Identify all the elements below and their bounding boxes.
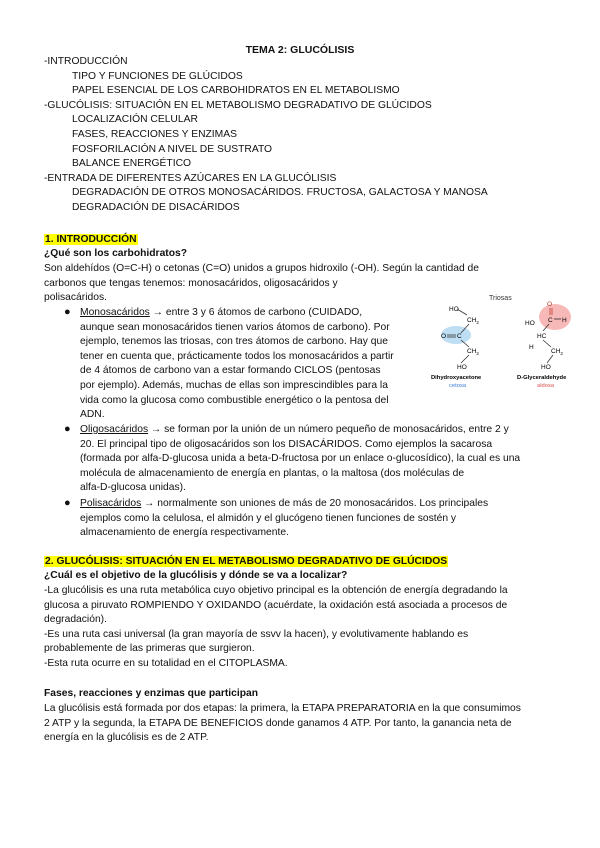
text-line: (formada por alfa-D-glucosa unida a beta-D-fructosa por un enlace o-glucosídico), la cual es una [80,453,521,465]
toc-item: TIPO Y FUNCIONES DE GLÚCIDOS [72,70,243,82]
text-line: → normalmente son uniones de más de 20 monosacáridos. Los principales [141,498,489,509]
glucolisis-paragraph [44,584,508,672]
atom-label: C [548,317,553,324]
bullet-oligo [80,423,520,496]
text-line: alfa-D-glucosa unidas). [80,482,186,494]
text-line: vida como la glucosa como combustible energético o la pentosa del [80,394,389,406]
atom-label: O [547,301,553,308]
toc-item: BALANCE ENERGÉTICO [72,158,192,170]
atom-label: HO [541,364,551,371]
bullet-icon: ● [64,497,71,509]
toc-item: FOSFORILACIÓN A NIVEL DE SUSTRATO [72,143,273,155]
toc-item: FASES, REACCIONES Y ENZIMAS [72,128,237,140]
text-line: ejemplos como la celulosa, el almidón y el glucógeno tienen funciones de sostén y [80,512,457,524]
term-monosacaridos: Monosacáridos [80,307,150,318]
term-polisacaridos: Polisacáridos [80,498,142,509]
atom-label: $CH_2$ [467,317,479,325]
text-line: por ejemplo). Además, muchas de ellas son imprescindibles para la [80,379,388,391]
text-line: → entre 3 y 6 átomos de carbono (CUIDADO, [149,307,363,318]
atom-label: O [441,333,447,340]
atom-label: HO [457,364,467,371]
table-of-contents [44,55,488,216]
bullet-icon: ● [64,423,71,435]
text-line: -Esta ruta ocurre en su totalidad en el CITOPLASMA. [44,657,288,669]
atom-label: $CH_2$ [467,348,479,356]
atom-label: C [457,333,462,340]
page-title: TEMA 2: GLUCÓLISIS [245,44,355,56]
text-line: carbonos que tengas tenemos: monosacáridos, oligosacáridos y [44,277,338,289]
molecule-name: Dihydroxyacetone [431,375,482,381]
atom-label: HC [537,333,547,340]
toc-item: DEGRADACIÓN DE DISACÁRIDOS [72,201,240,213]
molecule-name: D-Glyceraldehyde [517,375,567,381]
text-line: -La glucólisis es una ruta metabólica cuyo objetivo principal es la obtención de energía degradando la [44,585,508,596]
bullet-poli [80,497,488,541]
intro-paragraph [44,262,479,306]
toc-item: DEGRADACIÓN DE OTROS MONOSACÁRIDOS. FRUCTOSA, GALACTOSA Y MANOSA [72,187,488,199]
text-line: polisacáridos. [44,292,107,304]
toc-item: PAPEL ESENCIAL DE LOS CARBOHIDRATOS EN EL METABOLISMO [72,85,400,97]
text-line: 20. El principal tipo de oligosacáridos son los DISACÁRIDOS. Como ejemplos la sacarosa [80,438,493,450]
fases-paragraph [44,702,521,746]
term-oligosacaridos: Oligosacáridos [80,424,149,435]
text-line: molécula de almacenamiento de energía en plantas, o la maltosa (dos moléculas de [80,467,465,479]
text-line: tener en cuenta que, prácticamente todos los monosacáridos a partir [80,350,394,362]
text-line: -Es una ruta casi universal (la gran mayoría de ssvv la hacen), y evolutivamente hablando es [44,628,469,640]
bullet-mono [80,306,394,423]
toc-item: -INTRODUCCIÓN [44,56,128,67]
text-line: Son aldehídos (O=C-H) o cetonas (C=O) unidos a grupos hidroxilo (-OH). Según la cantidad de [44,263,479,274]
bullet-icon: ● [64,306,71,318]
text-line: La glucólisis está formada por dos etapas: la primera, la ETAPA PREPARATORIA en la que consumimos [44,703,521,714]
subheading: Fases, reacciones y enzimas que participan [44,688,259,699]
text-line: glucosa a piruvato ROMPIENDO Y OXIDANDO (acuérdate, la oxidación está asociada a procesos de [44,599,508,611]
text-line: ejemplo, tenemos las triosas, con tres átomos de carbono. Hay que [80,336,388,348]
text-line: degradación). [44,614,107,626]
figure-title: Triosas [489,295,512,302]
atom-label: HO [525,320,535,327]
text-line: → se forman por la unión de un número pequeño de monosacáridos, entre 2 y [148,424,509,435]
text-line: ADN. [80,409,105,421]
atom-label: HO [449,306,459,313]
text-line: 2 ATP y la segunda, la ETAPA DE BENEFICIOS donde ganamos 4 ATP. Por tanto, la ganancia neta de [44,717,512,729]
section-question: ¿Qué son los carbohidratos? [44,248,188,259]
text-line: aunque sean monosacáridos tienen varios átomos de carbono). Por [80,321,390,333]
section-question: ¿Cuál es el objetivo de la glucólisis y dónde se va a localizar? [44,570,348,581]
atom-label: $CH_2$ [551,348,563,356]
text-line: energía en la glucólisis es de 2 ATP. [44,732,209,744]
toc-item: LOCALIZACIÓN CELULAR [72,114,198,126]
toc-item: -GLUCÓLISIS: SITUACIÓN EN EL METABOLISMO DEGRADATIVO DE GLÚCIDOS [44,99,432,111]
atom-label: H [529,344,534,351]
molecule-tag: aldosa [537,383,555,389]
text-line: de 4 átomos de carbono van a estar formando CICLOS (pentosas [80,365,381,377]
triosas-figure [425,289,585,397]
section-heading: 2. GLUCÓLISIS: SITUACIÓN EN EL METABOLISMO DEGRADATIVO DE GLÚCIDOS [45,556,448,567]
text-line: almacenamiento de energía respectivamente. [80,527,289,539]
section-heading: 1. INTRODUCCIÓN [45,234,137,245]
molecule-tag: cetosa [449,383,467,389]
atom-label: H [562,317,567,324]
toc-item: -ENTRADA DE DIFERENTES AZÚCARES EN LA GLUCÓLISIS [44,172,337,184]
text-line: probablemente de las primeras que surgieron. [44,643,255,655]
